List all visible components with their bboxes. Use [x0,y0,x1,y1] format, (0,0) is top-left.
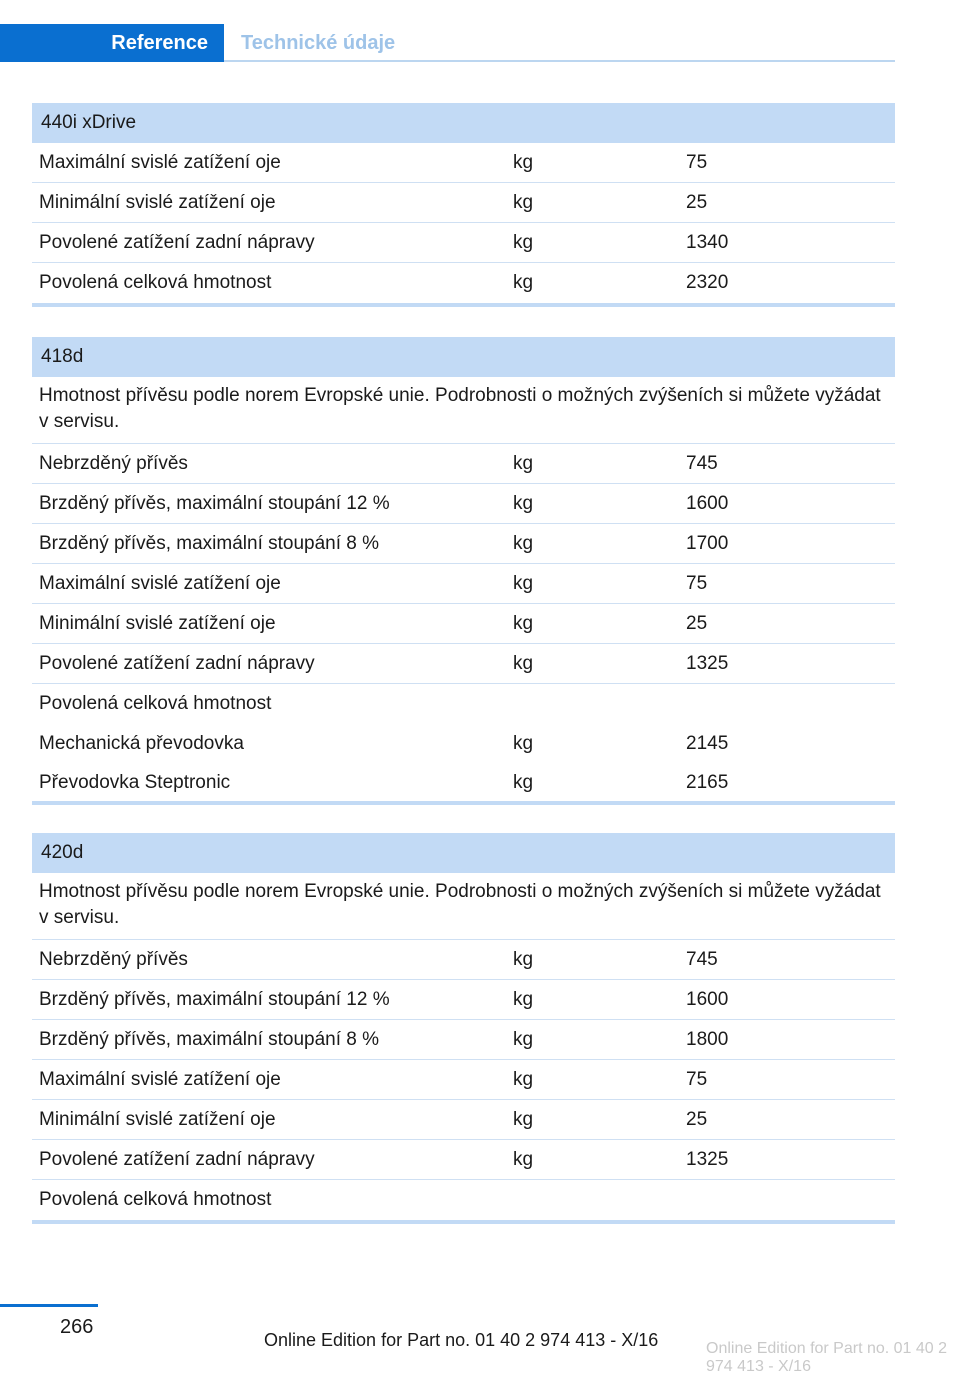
table-bottom-rule [32,801,895,805]
table-title: 420d [32,833,895,873]
tab-technical-data[interactable]: Technické údaje [241,31,396,54]
row-label: Brzděný přívěs, maximální stoupání 8 % [39,1028,380,1050]
page-number: 266 [60,1316,94,1338]
row-label: Brzděný přívěs, maximální stoupání 8 % [39,532,380,554]
row-value: 75 [686,151,708,173]
row-label: Povolená celková hmotnost [39,1189,272,1210]
row-unit: kg [513,948,534,970]
row-unit: kg [513,532,534,554]
watermark: Online Edition for Part no. 01 40 2 974 413 - X/16 [706,1340,948,1375]
table-row [32,724,895,764]
row-value: 2145 [686,733,729,754]
spec-table-420d [32,833,895,1224]
row-unit: kg [513,191,534,213]
row-value: 1340 [686,231,729,253]
table-note: Hmotnost přívěsu podle norem Evropské unie. Podrobnosti o možných zvýšeních si můžete vyžádat v servisu. [32,377,895,444]
table-row [32,940,895,980]
page-header [0,0,960,62]
spec-table-440i [32,103,895,307]
row-unit: kg [513,1108,534,1130]
row-value: 25 [686,1108,708,1130]
row-unit: kg [513,272,534,293]
row-unit: kg [513,771,534,793]
table-row [32,684,895,724]
row-unit: kg [513,1028,534,1050]
row-unit: kg [513,988,534,1010]
row-unit: kg [513,452,534,474]
table-row [32,604,895,644]
table-row [32,1020,895,1060]
table-row [32,564,895,604]
table-row [32,484,895,524]
row-unit: kg [513,1148,534,1170]
row-label: Mechanická převodovka [39,733,244,754]
row-unit: kg [513,652,534,674]
row-unit: kg [513,492,534,514]
row-value: 75 [686,1068,708,1090]
row-label: Povolená celková hmotnost [39,272,272,293]
row-unit: kg [513,151,534,173]
row-label: Nebrzděný přívěs [39,452,188,474]
row-value: 1325 [686,1148,729,1170]
table-bottom-rule [32,1220,895,1224]
table-row [32,1060,895,1100]
table-row [32,644,895,684]
table-row [32,143,895,183]
footer-accent-line [0,1304,98,1307]
row-value: 1600 [686,492,729,514]
row-label: Převodovka Steptronic [39,771,231,793]
tab-reference[interactable]: Reference [0,24,224,62]
row-value: 1800 [686,1028,729,1050]
row-label: Povolené zatížení zadní nápravy [39,1148,315,1170]
table-note: Hmotnost přívěsu podle norem Evropské unie. Podrobnosti o možných zvýšeních si můžete vyžádat v servisu. [32,873,895,940]
row-value: 75 [686,572,708,594]
table-row [32,223,895,263]
table-row [32,1100,895,1140]
row-label: Brzděný přívěs, maximální stoupání 12 % [39,988,390,1010]
table-row [32,524,895,564]
row-label: Maximální svislé zatížení oje [39,572,281,594]
row-label: Maximální svislé zatížení oje [39,151,281,173]
row-unit: kg [513,1068,534,1090]
edition-text: Online Edition for Part no. 01 40 2 974 413 - X/16 [264,1330,659,1350]
spec-table-418d [32,337,895,805]
row-label: Minimální svislé zatížení oje [39,1108,276,1130]
table-row [32,980,895,1020]
row-value: 745 [686,948,718,970]
table-title: 418d [32,337,895,377]
row-value: 1700 [686,532,729,554]
row-label: Povolené zatížení zadní nápravy [39,231,315,253]
row-unit: kg [513,612,534,634]
row-unit: kg [513,572,534,594]
row-label: Brzděný přívěs, maximální stoupání 12 % [39,492,390,514]
row-value: 745 [686,452,718,474]
row-unit: kg [513,231,534,253]
row-label: Maximální svislé zatížení oje [39,1068,281,1090]
row-label: Povolené zatížení zadní nápravy [39,652,315,674]
table-row [32,1180,895,1220]
table-row [32,1140,895,1180]
row-value: 25 [686,191,708,213]
row-value: 25 [686,612,708,634]
table-row [32,764,895,801]
table-row [32,444,895,484]
table-row [32,263,895,303]
row-label: Nebrzděný přívěs [39,948,188,970]
row-label: Minimální svislé zatížení oje [39,191,276,213]
row-label: Povolená celková hmotnost [39,693,272,714]
row-value: 1600 [686,988,729,1010]
row-label: Minimální svislé zatížení oje [39,612,276,634]
header-divider [224,60,895,62]
row-unit: kg [513,733,534,754]
table-title: 440i xDrive [32,103,895,143]
table-bottom-rule [32,303,895,307]
table-row [32,183,895,223]
row-value: 1325 [686,652,729,674]
row-value: 2320 [686,272,729,293]
row-value: 2165 [686,771,729,793]
